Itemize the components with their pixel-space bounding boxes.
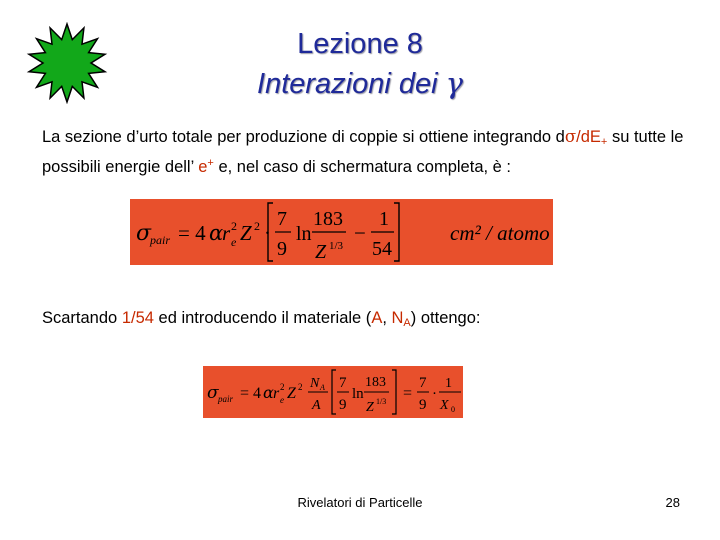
f1-den-9: 9 [277,238,287,260]
f2-num-N: N [310,376,320,391]
f2-den-9: 9 [339,397,347,413]
f2-num-7: 7 [339,375,347,391]
para2-text-2: ed introducendo il materiale ( [153,309,372,327]
para2-comma: , [382,309,392,327]
f2-alpha: α [263,383,274,402]
para1-dE: /dE [576,128,601,146]
page-number: 28 [665,495,680,510]
f1-num-1: 1 [379,208,389,230]
para1-text-2: su tutte le possibili energie dell’ [42,128,684,176]
pair-cross-section-formula [130,199,553,265]
f2-sigma: σ [207,383,219,403]
f1-sup-2a: 2 [231,219,237,233]
f2-num-N-sub: A [320,383,325,392]
para2-frac: 1/54 [121,309,154,327]
f1-units: cm² / atomo [450,221,550,245]
f1-den-Z: Z [315,241,327,263]
f2-eq2: = [403,385,413,402]
para1-subscript-plus: + [600,136,608,148]
slide-subtitle [0,66,720,101]
f2-r-num-1: 1 [445,376,452,391]
para2-sub-A: A [403,317,411,329]
f1-sub-e: e [231,235,237,249]
f1-sup-2b: 2 [254,219,260,233]
f1-eq: = 4 [178,221,206,245]
para2-A: A [371,309,383,327]
f1-num-7: 7 [277,208,287,230]
f2-den-X: X [440,398,449,413]
footer-course-title: Rivelatori di Particelle [297,495,423,510]
subtitle-text: Interazioni dei [257,68,446,100]
f2-right-bracket [392,370,396,414]
positron-sup: + [207,157,214,169]
f1-den-54: 54 [372,238,392,260]
f2-r: r [273,385,280,402]
f1-right-bracket [394,203,399,261]
f2-r-num-7: 7 [419,375,427,391]
positron-symbol: e [198,158,208,176]
f1-num-183: 183 [313,208,343,230]
f2-eq: = 4 [240,385,262,402]
second-paragraph [42,308,692,334]
f2-num-183: 183 [365,375,386,390]
f1-sub-pair: pair [150,233,171,247]
para2-text-3: ) ottengo: [410,309,481,327]
slide-title: Lezione 8 [297,28,423,60]
para2-N: N [391,309,404,327]
gamma-symbol: γ [445,66,463,100]
f2-Z: Z [287,385,296,402]
f2-dot: · [432,386,437,402]
f1-exp-13: 1/3 [329,240,344,252]
f1-minus: − [354,221,366,245]
f2-sup-2b: 2 [298,382,303,392]
f1-r: r [222,221,231,245]
sigma-symbol: σ [564,127,577,146]
f2-exp-13: 1/3 [376,397,387,406]
para1-text-1: La sezione d’urto totale per produzione di coppie si ottiene integrando d [42,128,565,146]
f1-ln: ln [296,223,312,245]
f2-den-A: A [312,398,321,413]
f2-left-bracket [332,370,336,414]
para1-text-3: e, nel caso di schermatura completa, è : [213,158,512,176]
f2-sub-pair: pair [218,394,234,404]
f1-alpha: α [209,221,224,245]
f1-sigma: σ [136,221,152,246]
f1-dot: · [264,221,271,245]
f1-Z: Z [240,221,252,245]
para2-text-1: Scartando [42,309,122,327]
f2-den-X-sub: 0 [451,405,455,414]
f2-ln: ln [352,386,364,402]
f2-den-Z: Z [366,400,374,415]
material-cross-section-formula [203,366,463,418]
intro-paragraph [42,126,692,178]
f2-r-den-9: 9 [419,397,427,413]
f2-sup-2a: 2 [280,382,285,392]
f2-sub-e: e [280,395,284,405]
